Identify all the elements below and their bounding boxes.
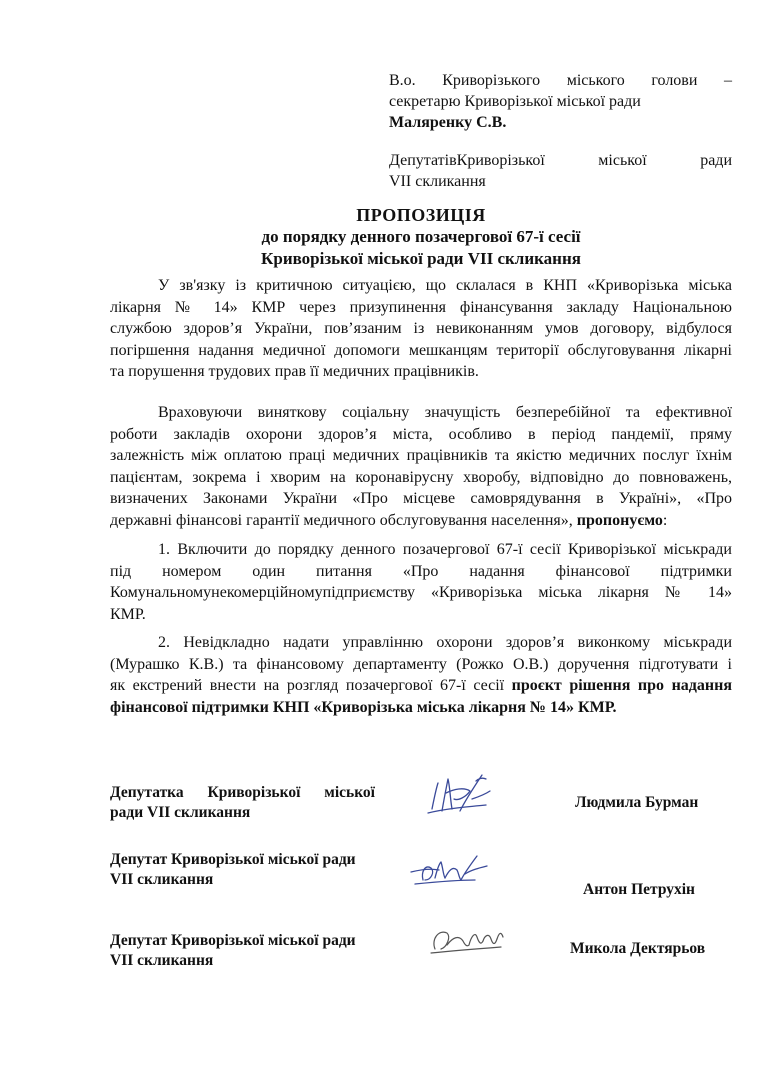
sender-block <box>389 150 732 192</box>
signer-name: Микола Дектярьов <box>570 940 706 957</box>
p3-line: 1. Включити до порядку денного позачергової 67-ї сесії Криворізької міськради <box>158 541 732 558</box>
sender-line-1: ДепутатівКриворізької міської ради <box>389 152 732 169</box>
addressee-name: Маляренку С.В. <box>389 114 507 131</box>
p1-line: У зв'язку із критичною ситуацією, що склалася в КНП «Криворізька міська <box>158 277 732 294</box>
p2-propose: пропонуємо <box>576 511 663 529</box>
signature-role-line: Депутатка Криворізької міської <box>110 784 375 801</box>
p2-last-text: державні фінансові гарантії медичного обслуговування населення», <box>110 511 573 529</box>
p4-line3-bold: проєкт рішення про надання <box>511 677 732 695</box>
p2-line: пацієнтам, зокрема і хворим на коронавірусну хворобу, відповідно до повноважень, <box>110 468 732 486</box>
addressee-line-1: В.о. Криворізького міського голови – <box>389 72 732 89</box>
sender-line-2: VII скликання <box>389 173 486 190</box>
p4-line-bold: фінансової підтримки КНП «Криворізька міська лікарня № 14» КМР. <box>110 698 617 716</box>
paragraph-3 <box>110 539 732 625</box>
p4-line <box>110 675 732 697</box>
signature-image <box>420 769 510 825</box>
signature-role-line: Депутат Криворізької міської ради <box>110 932 356 949</box>
p3-line: КМР. <box>110 605 146 623</box>
addressee-line-2: секретарю Криворізької міської ради <box>389 93 641 110</box>
p4-line: (Мурашко К.В.) та фінансовому департаменту (Рожко О.В.) доручення підготувати і <box>110 655 732 673</box>
signature-role-line: Депутат Криворізької міської ради <box>110 851 356 868</box>
signature-image <box>405 846 495 894</box>
paragraph-2 <box>110 402 732 532</box>
p3-line: під номером один питання «Про надання фінансової підтримки <box>110 562 732 580</box>
p2-colon: : <box>662 511 668 529</box>
p2-line <box>110 510 732 532</box>
p2-line: роботи закладів охорони здоров’я міста, особливо в період пандемії, пряму <box>110 425 732 443</box>
p2-line: залежність між оплатою праці медичних працівників та якістю медичних послуг їхнім <box>110 447 732 465</box>
p3-line: Комунальномунекомерційномупідприємству «Криворізька міська лікарня № 14» <box>110 584 732 602</box>
p1-line: службою здоров’я України, пов’язаним із невиконанням умов договору, відбулося <box>110 320 732 338</box>
p1-line: лікарня № 14» КМР через призупинення фінансування закладу Національною <box>110 298 732 316</box>
signature-role <box>110 850 375 890</box>
p4-line3-text: як екстрений внести на розгляд позачергової 67-ї сесії <box>110 677 505 695</box>
p1-line: погіршення надання медичної допомоги мешканцям території обслуговування лікарні <box>110 341 732 359</box>
title-block <box>110 204 732 270</box>
signer-name: Антон Петрухін <box>583 881 695 898</box>
signer-name: Людмила Бурман <box>575 794 699 811</box>
signature-role <box>110 783 375 823</box>
title-subline-1: до порядку денного позачергової 67-ї сесії <box>261 227 581 246</box>
paragraph-4 <box>110 632 732 718</box>
signature-role <box>110 931 375 971</box>
signature-image <box>425 919 515 963</box>
p4-line: 2. Невідкладно надати управлінню охорони здоров’я виконкому міськради <box>158 634 732 651</box>
p2-line: визначених Законами України «Про місцеве самоврядування в Україні», «Про <box>110 490 732 508</box>
signature-role-line: ради VII скликання <box>110 804 251 821</box>
page-title: ПРОПОЗИЦІЯ <box>356 205 486 225</box>
signature-role-line: VII скликання <box>110 952 214 969</box>
p1-line: та порушення трудових прав її медичних працівників. <box>110 363 479 381</box>
title-subline-2: Криворізької міської ради VII скликання <box>261 249 581 268</box>
paragraph-1 <box>110 275 732 383</box>
signature-role-line: VII скликання <box>110 871 214 888</box>
addressee-block <box>389 70 732 133</box>
p2-line: Враховуючи виняткову соціальну значущість безперебійної та ефективної <box>158 404 732 421</box>
